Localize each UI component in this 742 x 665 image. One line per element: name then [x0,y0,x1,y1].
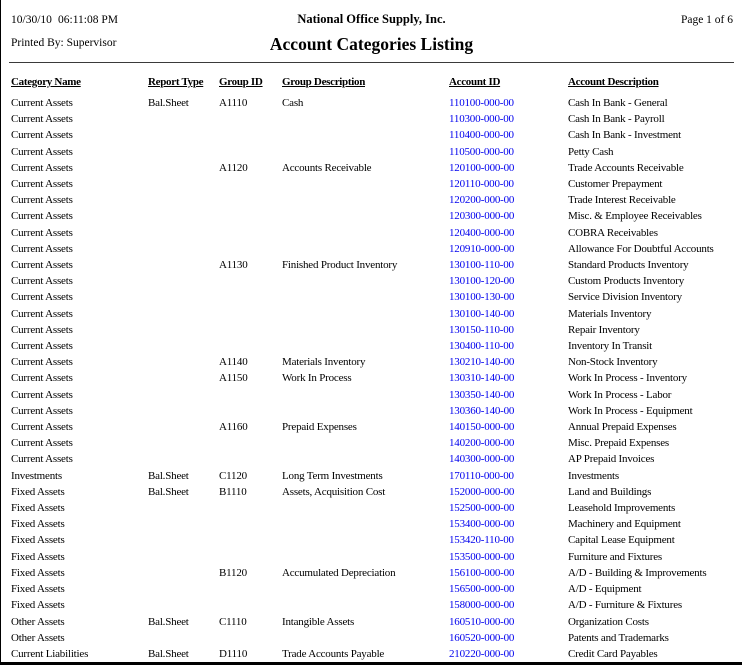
cell-account-id-link[interactable]: 160510-000-00 [449,615,515,628]
cell-group-description [282,435,449,451]
cell-account-description: Furniture and Fixtures [568,550,662,563]
cell-category-name: Other Assets [11,615,65,628]
cell-report-type [148,565,219,581]
table-row [11,144,733,160]
cell-group-id: A1140 [219,356,248,369]
cell-account-id-link[interactable]: 156100-000-00 [449,566,515,579]
cell-account-id-link[interactable]: 110400-000-00 [449,129,514,142]
cell-account-description: Trade Interest Receivable [568,194,676,207]
cell-account-id-link[interactable]: 120100-000-00 [449,161,515,174]
cell-group-id [219,403,282,419]
table-row [11,387,733,403]
cell-group-id [219,225,282,241]
table-row [11,127,733,143]
cell-category-name: Current Assets [11,421,73,434]
cell-group-id: B1120 [219,566,247,579]
table-row [11,257,733,273]
cell-account-description: Misc. & Employee Receivables [568,210,702,223]
cell-report-type [148,338,219,354]
table-row [11,565,733,581]
cell-group-id: B1110 [219,485,247,498]
cell-report-type [148,176,219,192]
cell-category-name: Current Assets [11,194,73,207]
col-header-report-type: Report Type [148,76,204,88]
cell-group-id: A1150 [219,372,248,385]
cell-account-id-link[interactable]: 158000-000-00 [449,599,515,612]
cell-group-id [219,581,282,597]
cell-category-name: Investments [11,469,62,482]
cell-category-name: Current Assets [11,242,73,255]
cell-category-name: Current Assets [11,323,73,336]
cell-account-description: Work In Process - Inventory [568,372,687,385]
cell-group-description [282,306,449,322]
cell-group-description [282,273,449,289]
table-row [11,289,733,305]
cell-group-description: Cash [282,97,304,109]
cell-category-name: Current Assets [11,307,73,320]
cell-report-type [148,306,219,322]
cell-category-name: Current Assets [11,129,73,142]
cell-report-type [148,160,219,176]
cell-group-id [219,387,282,403]
page-number: Page 1 of 6 [680,14,733,26]
table-row [11,338,733,354]
table-row [11,597,733,613]
print-time: 06:11:08 PM [58,14,118,26]
cell-group-description: Work In Process [282,372,352,385]
cell-group-id [219,144,282,160]
cell-group-description [282,241,449,257]
cell-group-id: A1130 [219,259,248,272]
cell-report-type: Bal.Sheet [148,647,189,660]
company-name: National Office Supply, Inc. [297,12,446,26]
table-row [11,370,733,386]
cell-category-name: Fixed Assets [11,583,65,596]
cell-report-type: Bal.Sheet [148,97,189,109]
table-row [11,208,733,224]
cell-category-name: Current Assets [11,161,73,174]
cell-category-name: Current Assets [11,340,73,353]
cell-group-id: A1160 [219,421,248,434]
cell-group-id [219,549,282,565]
table-row [11,451,733,467]
cell-account-id-link[interactable]: 130100-130-00 [449,291,515,304]
cell-category-name: Current Assets [11,145,73,158]
cell-group-description [282,532,449,548]
cell-group-id: A1110 [219,97,248,109]
cell-group-id [219,306,282,322]
cell-account-id-link[interactable]: 140300-000-00 [449,453,515,466]
cell-category-name: Fixed Assets [11,599,65,612]
cell-report-type [148,630,219,646]
cell-group-id [219,451,282,467]
table-row [11,614,733,630]
cell-group-description [282,289,449,305]
cell-report-type [148,597,219,613]
cell-account-id-link[interactable]: 120200-000-00 [449,194,515,207]
cell-account-description: Annual Prepaid Expenses [568,421,677,434]
cell-report-type [148,354,219,370]
cell-account-id-link[interactable]: 152500-000-00 [449,502,515,515]
table-row [11,646,733,662]
col-header-category-name: Category Name [11,76,81,88]
cell-group-description: Accounts Receivable [282,161,372,174]
cell-report-type [148,241,219,257]
cell-account-id-link[interactable]: 120110-000-00 [449,178,514,191]
cell-account-description: Repair Inventory [568,323,640,336]
col-header-group-id: Group ID [219,76,263,88]
cell-group-id [219,289,282,305]
cell-account-id-link[interactable]: 140150-000-00 [449,421,515,434]
cell-account-description: Materials Inventory [568,307,652,320]
table-row [11,192,733,208]
cell-account-id-link[interactable]: 153500-000-00 [449,550,515,563]
cell-category-name: Other Assets [11,631,65,644]
cell-group-description [282,549,449,565]
cell-category-name: Current Assets [11,113,73,126]
table-row [11,111,733,127]
cell-category-name: Current Liabilities [11,647,89,660]
cell-account-id-link[interactable]: 110500-000-00 [449,145,514,158]
cell-report-type [148,500,219,516]
cell-account-id-link[interactable]: 130210-140-00 [449,356,515,369]
cell-account-description: Custom Products Inventory [568,275,684,288]
cell-category-name: Current Assets [11,388,73,401]
cell-account-id-link[interactable]: 210220-000-00 [449,647,515,660]
header-divider [9,62,734,63]
cell-group-description: Materials Inventory [282,356,366,369]
table-row [11,354,733,370]
table-row [11,273,733,289]
cell-report-type [148,370,219,386]
cell-report-type [148,532,219,548]
cell-account-id-link[interactable]: 130400-110-00 [449,340,514,353]
cell-account-description: Allowance For Doubtful Accounts [568,242,714,255]
cell-report-type [148,387,219,403]
cell-group-description [282,225,449,241]
cell-group-description: Finished Product Inventory [282,259,398,272]
cell-report-type [148,111,219,127]
cell-category-name: Current Assets [11,453,73,466]
cell-report-type [148,127,219,143]
table-row [11,549,733,565]
cell-account-description: Cash In Bank - Payroll [568,113,665,126]
cell-report-type [148,419,219,435]
cell-account-description: AP Prepaid Invoices [568,453,655,466]
cell-group-id: A1120 [219,161,248,174]
account-categories-table [11,76,733,662]
cell-category-name: Current Assets [11,372,73,385]
table-row [11,95,733,111]
cell-group-id [219,208,282,224]
table-row [11,516,733,532]
cell-account-description: Non-Stock Inventory [568,356,658,369]
cell-account-id-link[interactable]: 130100-110-00 [449,259,514,272]
cell-report-type [148,451,219,467]
table-row [11,160,733,176]
cell-account-description: Cash In Bank - General [568,97,668,109]
cell-account-description: Customer Prepayment [568,178,663,191]
table-row [11,225,733,241]
cell-group-id [219,192,282,208]
cell-account-description: Cash In Bank - Investment [568,129,681,142]
cell-group-description [282,597,449,613]
cell-account-id-link[interactable]: 130310-140-00 [449,372,515,385]
cell-account-id-link[interactable]: 156500-000-00 [449,583,515,596]
cell-report-type [148,516,219,532]
cell-account-id-link[interactable]: 130350-140-00 [449,388,515,401]
cell-category-name: Fixed Assets [11,485,65,498]
cell-group-description: Long Term Investments [282,469,383,482]
cell-account-id-link[interactable]: 170110-000-00 [449,469,514,482]
cell-group-description [282,208,449,224]
cell-account-description: Standard Products Inventory [568,259,689,272]
cell-category-name: Current Assets [11,275,73,288]
cell-report-type [148,225,219,241]
cell-account-id-link[interactable]: 110300-000-00 [449,113,514,126]
cell-account-id-link[interactable]: 160520-000-00 [449,631,515,644]
cell-group-description [282,387,449,403]
table-row [11,630,733,646]
printed-by: Printed By: Supervisor [11,37,117,49]
table-body [11,95,733,662]
table-header-row [11,76,733,95]
report-title: Account Categories Listing [269,34,474,54]
cell-group-description [282,451,449,467]
cell-group-id: C1110 [219,615,247,628]
cell-report-type [148,549,219,565]
cell-group-id [219,500,282,516]
cell-account-description: COBRA Receivables [568,226,658,239]
cell-group-id [219,516,282,532]
cell-category-name: Fixed Assets [11,502,65,515]
table-row [11,322,733,338]
cell-account-id-link[interactable]: 130150-110-00 [449,323,514,336]
cell-category-name: Current Assets [11,291,73,304]
col-header-account-description: Account Description [568,76,659,88]
cell-account-id-link[interactable]: 130100-140-00 [449,307,515,320]
cell-group-id [219,127,282,143]
cell-category-name: Fixed Assets [11,566,65,579]
cell-group-description [282,630,449,646]
cell-account-description: A/D - Equipment [568,583,642,596]
cell-report-type [148,257,219,273]
cell-category-name: Current Assets [11,210,73,223]
cell-group-id: C1120 [219,469,247,482]
cell-group-description: Assets, Acquisition Cost [282,485,386,498]
cell-group-description [282,500,449,516]
cell-account-description: Organization Costs [568,615,649,628]
cell-group-description [282,127,449,143]
cell-group-description [282,322,449,338]
table-row [11,468,733,484]
cell-account-description: Service Division Inventory [568,291,682,304]
cell-group-id [219,322,282,338]
cell-account-id-link[interactable]: 130360-140-00 [449,404,515,417]
cell-group-id [219,176,282,192]
table-row [11,419,733,435]
print-date: 10/30/10 [11,14,52,26]
cell-category-name: Current Assets [11,178,73,191]
cell-account-id-link[interactable]: 153400-000-00 [449,518,515,531]
cell-account-description: Capital Lease Equipment [568,534,675,547]
table-row [11,176,733,192]
cell-group-description [282,192,449,208]
cell-report-type: Bal.Sheet [148,615,189,628]
cell-group-description [282,144,449,160]
cell-report-type [148,322,219,338]
cell-report-type [148,208,219,224]
cell-group-id [219,532,282,548]
cell-report-type [148,435,219,451]
cell-account-id-link[interactable]: 120300-000-00 [449,210,515,223]
cell-report-type: Bal.Sheet [148,469,189,482]
table-row [11,403,733,419]
cell-account-description: Trade Accounts Receivable [568,161,684,174]
cell-account-id-link[interactable]: 130100-120-00 [449,275,515,288]
cell-account-description: A/D - Building & Improvements [568,566,707,579]
cell-account-description: Investments [568,469,619,482]
table-row [11,306,733,322]
cell-account-description: Work In Process - Equipment [568,404,693,417]
cell-account-description: Credit Card Payables [568,647,658,660]
cell-category-name: Current Assets [11,356,73,369]
cell-category-name: Current Assets [11,259,73,272]
cell-category-name: Fixed Assets [11,518,65,531]
cell-account-id-link[interactable]: 120910-000-00 [449,242,515,255]
cell-group-id [219,630,282,646]
cell-group-description [282,176,449,192]
cell-group-description [282,516,449,532]
table-row [11,581,733,597]
cell-group-description: Intangible Assets [282,615,355,628]
cell-report-type [148,289,219,305]
cell-account-description: Land and Buildings [568,485,652,498]
cell-report-type [148,403,219,419]
cell-report-type [148,144,219,160]
cell-group-description [282,338,449,354]
cell-report-type [148,192,219,208]
cell-account-id-link[interactable]: 152000-000-00 [449,485,515,498]
cell-group-id [219,338,282,354]
cell-group-description: Trade Accounts Payable [282,647,385,660]
cell-group-description [282,111,449,127]
cell-group-description: Prepaid Expenses [282,421,357,434]
cell-account-description: Machinery and Equipment [568,518,681,531]
cell-account-description: Misc. Prepaid Expenses [568,437,669,450]
cell-report-type: Bal.Sheet [148,485,189,498]
cell-account-description: Inventory In Transit [568,340,653,353]
cell-group-id [219,435,282,451]
cell-report-type [148,273,219,289]
col-header-account-id: Account ID [449,76,501,88]
cell-category-name: Fixed Assets [11,550,65,563]
cell-account-description: Work In Process - Labor [568,388,672,401]
cell-category-name: Current Assets [11,226,73,239]
cell-account-description: Patents and Trademarks [568,631,669,644]
cell-category-name: Current Assets [11,437,73,450]
cell-account-description: Petty Cash [568,145,614,158]
cell-report-type [148,581,219,597]
table-row [11,532,733,548]
table-row [11,241,733,257]
cell-account-id-link[interactable]: 120400-000-00 [449,226,515,239]
cell-account-description: A/D - Furniture & Fixtures [568,599,682,612]
cell-account-id-link[interactable]: 110100-000-00 [449,97,514,109]
cell-group-description [282,403,449,419]
cell-account-id-link[interactable]: 153420-110-00 [449,534,514,547]
cell-category-name: Current Assets [11,97,73,109]
cell-group-id: D1110 [219,647,248,660]
cell-category-name: Current Assets [11,404,73,417]
table-row [11,500,733,516]
col-header-group-description: Group Description [282,76,366,88]
cell-group-id [219,111,282,127]
table-row [11,435,733,451]
cell-group-description [282,581,449,597]
cell-category-name: Fixed Assets [11,534,65,547]
cell-group-id [219,273,282,289]
cell-account-id-link[interactable]: 140200-000-00 [449,437,515,450]
cell-account-description: Leasehold Improvements [568,502,676,515]
cell-group-id [219,241,282,257]
cell-group-description: Accumulated Depreciation [282,566,396,579]
table-row [11,484,733,500]
cell-group-id [219,597,282,613]
